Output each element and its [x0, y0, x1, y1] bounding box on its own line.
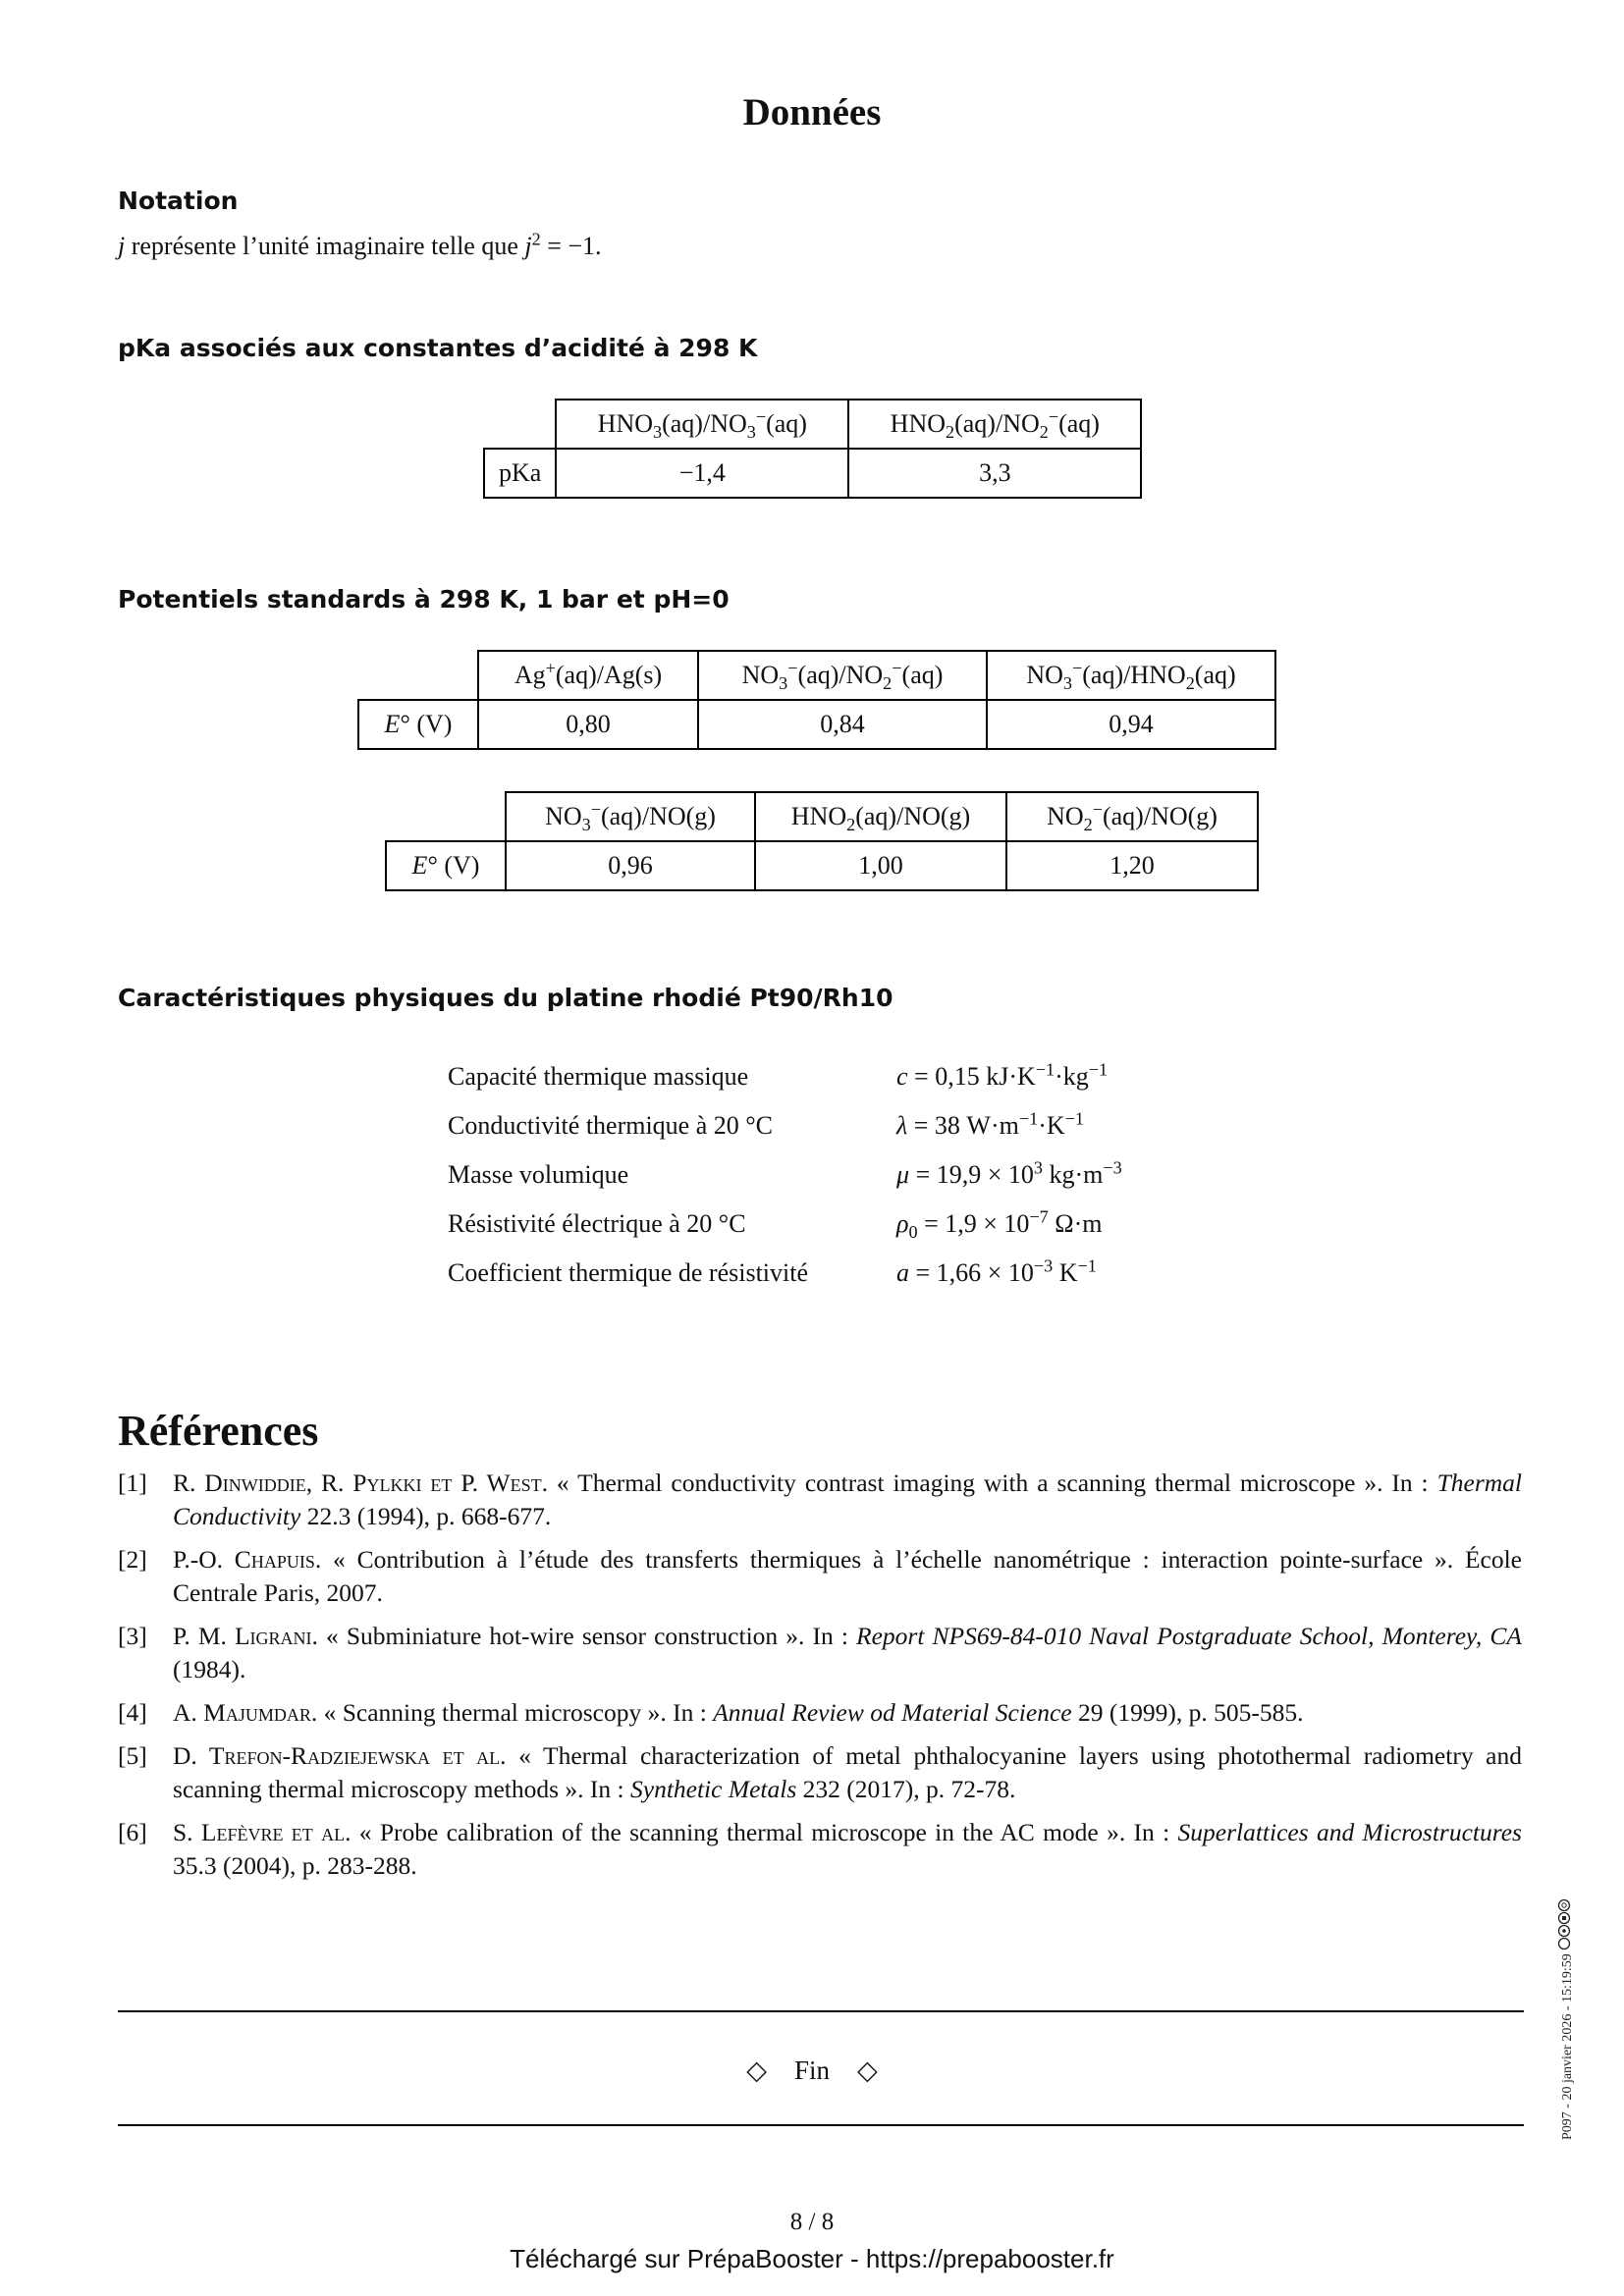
potentials-table-2 — [385, 791, 1259, 891]
reference-item — [118, 1467, 1522, 1533]
e0-col-ag: Ag+(aq)/Ag(s) — [478, 651, 698, 700]
reference-venue: Synthetic Metals — [630, 1775, 797, 1803]
reference-rest: 22.3 (1994), p. 668-677. — [300, 1502, 552, 1530]
e0-value-no3-no: 0,96 — [506, 841, 755, 890]
references-heading: Références — [118, 1407, 319, 1455]
reference-author: P.-O. Chapuis. — [173, 1545, 322, 1574]
reference-author: A. Majumdar. — [173, 1698, 318, 1727]
e0-row-label-2: E° (V) — [386, 841, 506, 890]
property-value: $\mu = 19,9 \times 10^3$ $kg\cdot m^{-3}$ — [896, 1157, 1122, 1189]
reference-title: « Contribution à l’étude des transferts thermiques à l’échelle nanométrique : interaction pointe-surface ». École Centrale Paris, 2007. — [173, 1545, 1522, 1607]
e0-value-ag: 0,80 — [478, 700, 698, 749]
reference-title: « Probe calibration of the scanning thermal microscope in the AC mode ». In : — [351, 1818, 1178, 1846]
pka-heading: pKa associés aux constantes d’acidité à 298 K — [118, 334, 758, 362]
fin-label: Fin — [793, 2056, 831, 2085]
e0-col-no3-no: $NO_3^-(aq)/NO(g)$ — [506, 792, 755, 841]
e0-col-no2-no: $NO_2^-(aq)/NO(g)$ — [1006, 792, 1258, 841]
reference-venue: Report NPS69-84-010 Naval Postgraduate School, Monterey, CA — [856, 1622, 1522, 1650]
reference-item — [118, 1543, 1522, 1610]
potentials-table-1 — [357, 650, 1276, 750]
notation-heading: Notation — [118, 187, 239, 215]
reference-rest: (1984). — [173, 1655, 246, 1683]
property-label: Capacité thermique massique — [448, 1062, 749, 1091]
reference-title: « Thermal conductivity contrast imaging with a scanning thermal microscope ». In : — [547, 1468, 1437, 1497]
download-footer: Téléchargé sur PrépaBooster - https://prepabooster.fr — [510, 2244, 1114, 2273]
fin-marker — [0, 2056, 1624, 2086]
notation-text: j représente l’unité imaginaire telle que $j^2 = -1$. — [118, 229, 602, 260]
reference-number: [3] — [118, 1622, 147, 1650]
e0-value-no2-no: 1,20 — [1006, 841, 1258, 890]
reference-author: R. Dinwiddie, R. Pylkki et P. West. — [173, 1468, 548, 1497]
property-label: Résistivité électrique à 20 °C — [448, 1209, 746, 1238]
property-value: c = 0,15 $kJ\cdot K^{-1}\cdot kg^{-1}$ — [896, 1059, 1109, 1091]
potentials-heading: Potentiels standards à 298 K, 1 bar et pH=0 — [118, 585, 730, 614]
page-title: Données — [742, 91, 882, 133]
platinum-heading: Caractéristiques physiques du platine rhodié Pt90/Rh10 — [118, 984, 893, 1012]
bottom-rule — [118, 2124, 1524, 2126]
reference-venue: Annual Review od Material Science — [713, 1698, 1072, 1727]
e0-col-hno2-no: $HNO_2(aq)/NO(g)$ — [755, 792, 1006, 841]
reference-number: [1] — [118, 1468, 147, 1497]
reference-item — [118, 1620, 1522, 1686]
side-stamp-text: P097 - 20 janvier 2026 - 15:19:59 — [1560, 1953, 1575, 2140]
license-icon — [1560, 1897, 1575, 1950]
property-label: Masse volumique — [448, 1160, 629, 1189]
property-label: Conductivité thermique à 20 °C — [448, 1111, 774, 1140]
reference-title: « Thermal characterization of metal phthalocyanine layers using photothermal radiometry and scanning thermal microscopy methods ». In : — [173, 1741, 1522, 1803]
reference-title: « Subminiature hot-wire sensor construction ». In : — [317, 1622, 857, 1650]
e0-value-no3-hno2: 0,94 — [987, 700, 1275, 749]
reference-rest: 35.3 (2004), p. 283-288. — [173, 1851, 417, 1880]
pka-table — [483, 399, 1142, 499]
reference-item — [118, 1816, 1522, 1883]
reference-number: [6] — [118, 1818, 147, 1846]
top-rule — [118, 2010, 1524, 2012]
e0-col-no3-hno2: $NO_3^-(aq)/HNO_2(aq)$ — [987, 651, 1275, 700]
e0-value-no3-no2: 0,84 — [698, 700, 987, 749]
reference-rest: 29 (1999), p. 505-585. — [1071, 1698, 1304, 1727]
reference-title: « Scanning thermal microscopy ». In : — [317, 1698, 714, 1727]
property-value: $\rho_0 = 1,9 \times 10^{-7}$ Ω·m — [896, 1206, 1103, 1243]
property-value: λ = 38 $W\cdot m^{-1}\cdot K^{-1}$ — [896, 1108, 1085, 1140]
diamond-icon: ◇ — [857, 2056, 878, 2085]
pka-col-hno3: $HNO_3(aq)/NO_3^-(aq)$ — [556, 400, 848, 449]
reference-author: S. Lefèvre et al. — [173, 1818, 352, 1846]
reference-number: [2] — [118, 1545, 147, 1574]
reference-number: [5] — [118, 1741, 147, 1770]
property-label: Coefficient thermique de résistivité — [448, 1258, 809, 1287]
reference-venue: Thermal Conductivity — [173, 1468, 1522, 1530]
reference-rest: 232 (2017), p. 72-78. — [796, 1775, 1016, 1803]
reference-number: [4] — [118, 1698, 147, 1727]
pka-col-hno2: $HNO_2(aq)/NO_2^-(aq)$ — [848, 400, 1141, 449]
pka-row-label: pKa — [484, 449, 556, 498]
side-stamp — [1557, 1897, 1576, 2140]
reference-venue: Superlattices and Microstructures — [1177, 1818, 1522, 1846]
reference-author: P. M. Ligrani. — [173, 1622, 318, 1650]
diamond-icon: ◇ — [746, 2056, 767, 2085]
reference-item — [118, 1696, 1522, 1730]
references-list — [118, 1467, 1522, 1893]
e0-value-hno2-no: 1,00 — [755, 841, 1006, 890]
reference-item — [118, 1739, 1522, 1806]
e0-row-label: E° (V) — [358, 700, 478, 749]
e0-col-no3-no2: $NO_3^-(aq)/NO_2^-(aq)$ — [698, 651, 987, 700]
pka-value-hno3: −1,4 — [556, 449, 848, 498]
page-number: 8 / 8 — [789, 2209, 835, 2235]
pka-value-hno2: 3,3 — [848, 449, 1141, 498]
reference-author: D. Trefon-Radziejewska et al. — [173, 1741, 507, 1770]
property-value: $a = 1,66 \times 10^{-3}$ $K^{-1}$ — [896, 1255, 1097, 1287]
